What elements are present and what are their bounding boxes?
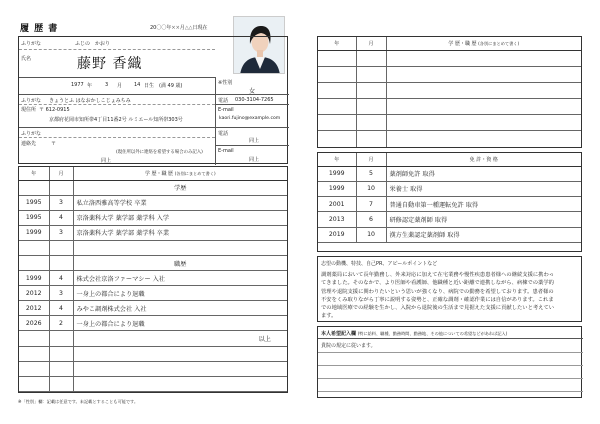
history-year: 1995: [19, 210, 49, 225]
right-col-month-header: 月: [356, 37, 386, 50]
license-row: [318, 227, 581, 242]
license-month: 7: [356, 197, 386, 212]
history-month: 3: [49, 195, 73, 210]
name-value: 藤野 香織: [77, 56, 143, 72]
history-row: [19, 376, 287, 391]
history-year: 2012: [19, 301, 49, 316]
motivation-line: ます。: [321, 313, 337, 320]
license-text: 研修認定薬剤師 取得: [386, 212, 581, 227]
birth-year: 1977: [71, 82, 84, 88]
lic-col-title-header: 免 許・資 格: [386, 153, 581, 166]
history-year: [19, 255, 49, 270]
contact-phone-label: 電話: [218, 131, 229, 137]
history-text: 京洛薬科大学 薬学部 薬学科 卒業: [73, 225, 287, 240]
history-year: [19, 361, 49, 376]
email-label: E-mail: [218, 107, 234, 113]
contact-phone-same: 同上: [249, 138, 260, 144]
license-year: 1999: [318, 181, 356, 196]
contact-postal: 〒: [51, 141, 57, 147]
license-year: 1999: [318, 166, 356, 181]
history-text: [73, 361, 287, 376]
history-year: [19, 180, 49, 195]
history-year: 1999: [19, 225, 49, 240]
date-line: 20〇〇年××月△△日現在: [150, 25, 208, 31]
history-continued-row: [318, 115, 581, 131]
contact-email-label: E-mail: [218, 148, 234, 154]
name-label: 氏名: [21, 56, 32, 62]
col-history-header: 学 歴・職 歴 (各別にまとめて書く): [73, 167, 287, 180]
wishes-label: 本人希望記入欄: [321, 331, 357, 337]
history-year: 2012: [19, 286, 49, 301]
history-continued-table: [317, 36, 582, 148]
history-month: [49, 331, 73, 346]
resume-title: 履 歴 書: [20, 24, 59, 34]
history-text: 私立洛西雅高等学校 卒業: [73, 195, 287, 210]
history-table: [18, 166, 288, 393]
license-month: 10: [356, 181, 386, 196]
history-row: [19, 316, 287, 331]
license-text: 薬剤師免許 取得: [386, 166, 581, 181]
history-text: [73, 376, 287, 391]
license-month: 5: [356, 166, 386, 181]
address-furigana-label: ふりがな: [21, 98, 42, 104]
license-text: 普通自動車第一種運転免許 取得: [386, 197, 581, 212]
wishes-note: (特に給料、職種、勤務時間、勤務地、その他についての希望などがあれば記入): [357, 331, 508, 336]
right-col-history-header: 学 歴・職 歴 (各別にまとめて書く): [386, 37, 581, 50]
history-row: [19, 195, 287, 210]
history-text: [73, 240, 287, 255]
history-month: 3: [49, 286, 73, 301]
history-continued-row: [318, 82, 581, 98]
motivation-label: 志望の動機、特技、自己PR、アピールポイントなど: [321, 261, 438, 267]
history-month: 4: [49, 271, 73, 286]
footnote: ※「性別」欄：記載は任意です。未記載とすることも可能です。: [18, 399, 139, 404]
history-text: [73, 346, 287, 361]
history-row: [19, 225, 287, 240]
history-row: [19, 255, 287, 270]
email-value: kaori.fujino@example.com: [219, 116, 281, 121]
history-month: [49, 361, 73, 376]
license-year: 2001: [318, 197, 356, 212]
history-row: [19, 346, 287, 361]
history-month: [49, 240, 73, 255]
history-row: [19, 286, 287, 301]
license-row: [318, 212, 581, 227]
history-month: [49, 255, 73, 270]
history-text: 学歴: [73, 180, 287, 195]
address-line: 京都府花岡市知所帯4丁目11番2号 ルミエール知所帯303号: [49, 117, 183, 123]
history-year: [19, 376, 49, 391]
history-month: [49, 180, 73, 195]
age: (満 49 歳): [159, 83, 183, 89]
history-text: 京洛薬科大学 薬学部 薬学科 入学: [73, 210, 287, 225]
wishes-text: 貴院の規定に従います。: [321, 343, 376, 349]
history-month: [49, 376, 73, 391]
history-row: [19, 180, 287, 195]
history-row: [19, 210, 287, 225]
address-postal: 〒 612-0915: [39, 107, 70, 113]
history-month: [49, 346, 73, 361]
address-furigana: きょうとふ はなおかしこじょみちみ: [49, 98, 131, 104]
motivation-line: での地域医療での経験を生かし、入院から退院後の生活まで見据えた支援に貢献したいと考えてい: [321, 305, 555, 312]
license-month: 6: [356, 212, 386, 227]
motivation-text: [321, 271, 579, 321]
motivation-box: [317, 256, 582, 322]
contact-furigana-label: ふりがな: [21, 131, 42, 137]
history-year: 2026: [19, 316, 49, 331]
license-year: 2013: [318, 212, 356, 227]
history-year: 1999: [19, 271, 49, 286]
history-continued-row: [318, 66, 581, 82]
contact-label: 連絡先: [21, 141, 37, 147]
history-row: [19, 271, 287, 286]
history-text: みやこ調剤株式会社 入社: [73, 301, 287, 316]
history-row: [19, 301, 287, 316]
history-month: 3: [49, 225, 73, 240]
col-month-header: 月: [49, 167, 73, 180]
license-row: [318, 181, 581, 196]
history-text: 一身上の都合により退職: [73, 316, 287, 331]
history-row: [19, 240, 287, 255]
contact-email-same: 同上: [249, 157, 260, 163]
history-month: 4: [49, 210, 73, 225]
history-continued-row: [318, 50, 581, 66]
right-col-year-header: 年: [318, 37, 356, 50]
history-month: 2: [49, 316, 73, 331]
furigana-value: ふじの かおり: [75, 41, 111, 47]
wishes-box: [317, 326, 582, 398]
history-text: 以上: [73, 331, 287, 346]
lic-col-month-header: 月: [356, 153, 386, 166]
license-text: 漢方生薬認定薬剤師 取得: [386, 227, 581, 242]
address-label: 現住所: [21, 107, 37, 113]
phone-value: 030-3104-7265: [235, 97, 274, 103]
motivation-line: 管理や退院支援に関わりたいという思いが強くなり、病院での勤務を希望しております。患者様の: [321, 288, 554, 295]
license-month: 10: [356, 227, 386, 242]
history-month: 4: [49, 301, 73, 316]
contact-note: (現住所以外に連絡を希望する場合のみ記入): [116, 150, 203, 155]
birth-month: 3: [105, 82, 109, 88]
motivation-line: 調剤薬局において長年勤務し、外来対応に加えて在宅業務や慢性疾患患者様への継続支援に携わっ: [321, 272, 555, 278]
history-year: [19, 346, 49, 361]
history-text: 一身上の都合により退職: [73, 286, 287, 301]
history-text: 職歴: [73, 255, 287, 270]
history-text: 株式会社京洛ファーマシー 入社: [73, 271, 287, 286]
license-text: 栄養士 取得: [386, 181, 581, 196]
license-year: 2019: [318, 227, 356, 242]
license-row: [318, 197, 581, 212]
history-row: [19, 331, 287, 346]
licenses-table: [317, 152, 582, 252]
phone-label: 電話: [218, 98, 229, 104]
history-year: 1995: [19, 195, 49, 210]
resume-right-page: [317, 36, 582, 398]
history-continued-row: [318, 99, 581, 115]
birth-day: 14: [134, 82, 141, 88]
motivation-line: 不安をくみ取りながら丁寧に説明する姿勢と、正確な調剤・確認作業には自信があります。これま: [321, 296, 554, 303]
furigana-label: ふりがな: [21, 41, 42, 47]
personal-info-box: ふりがな ふじの かおり 氏名 藤野 香織 1977 年 3 月 14 日生 (満 49 歳) ※性別 女 ふりがな きょうとふ はなおかしこじょみちみ 現住所 〒 612-0915 京都府花岡市知所帯4丁目11番2号 ルミエール知所帯303号 電話 030-3104-7265 E-mail kaori.fujino@example.com ふりがな 連絡先 〒 (現住所以外に連絡を希望する場合のみ記入) 同上 電話 同上 E-mail 同上: [18, 36, 288, 164]
history-year: [19, 240, 49, 255]
contact-same: 同上: [101, 158, 112, 164]
history-continued-row: [318, 131, 581, 147]
motivation-line: てきました。そのなかで、より医師や看護師、他職種と近い距離で連携しながら、病棟での薬学的: [321, 280, 554, 287]
gender-value: 女: [249, 88, 256, 95]
history-row: [19, 361, 287, 376]
license-row: [318, 166, 581, 181]
col-year-header: 年: [19, 167, 49, 180]
lic-col-year-header: 年: [318, 153, 356, 166]
resume-left-page: [18, 14, 288, 404]
history-year: [19, 331, 49, 346]
gender-label: ※性別: [218, 80, 233, 86]
